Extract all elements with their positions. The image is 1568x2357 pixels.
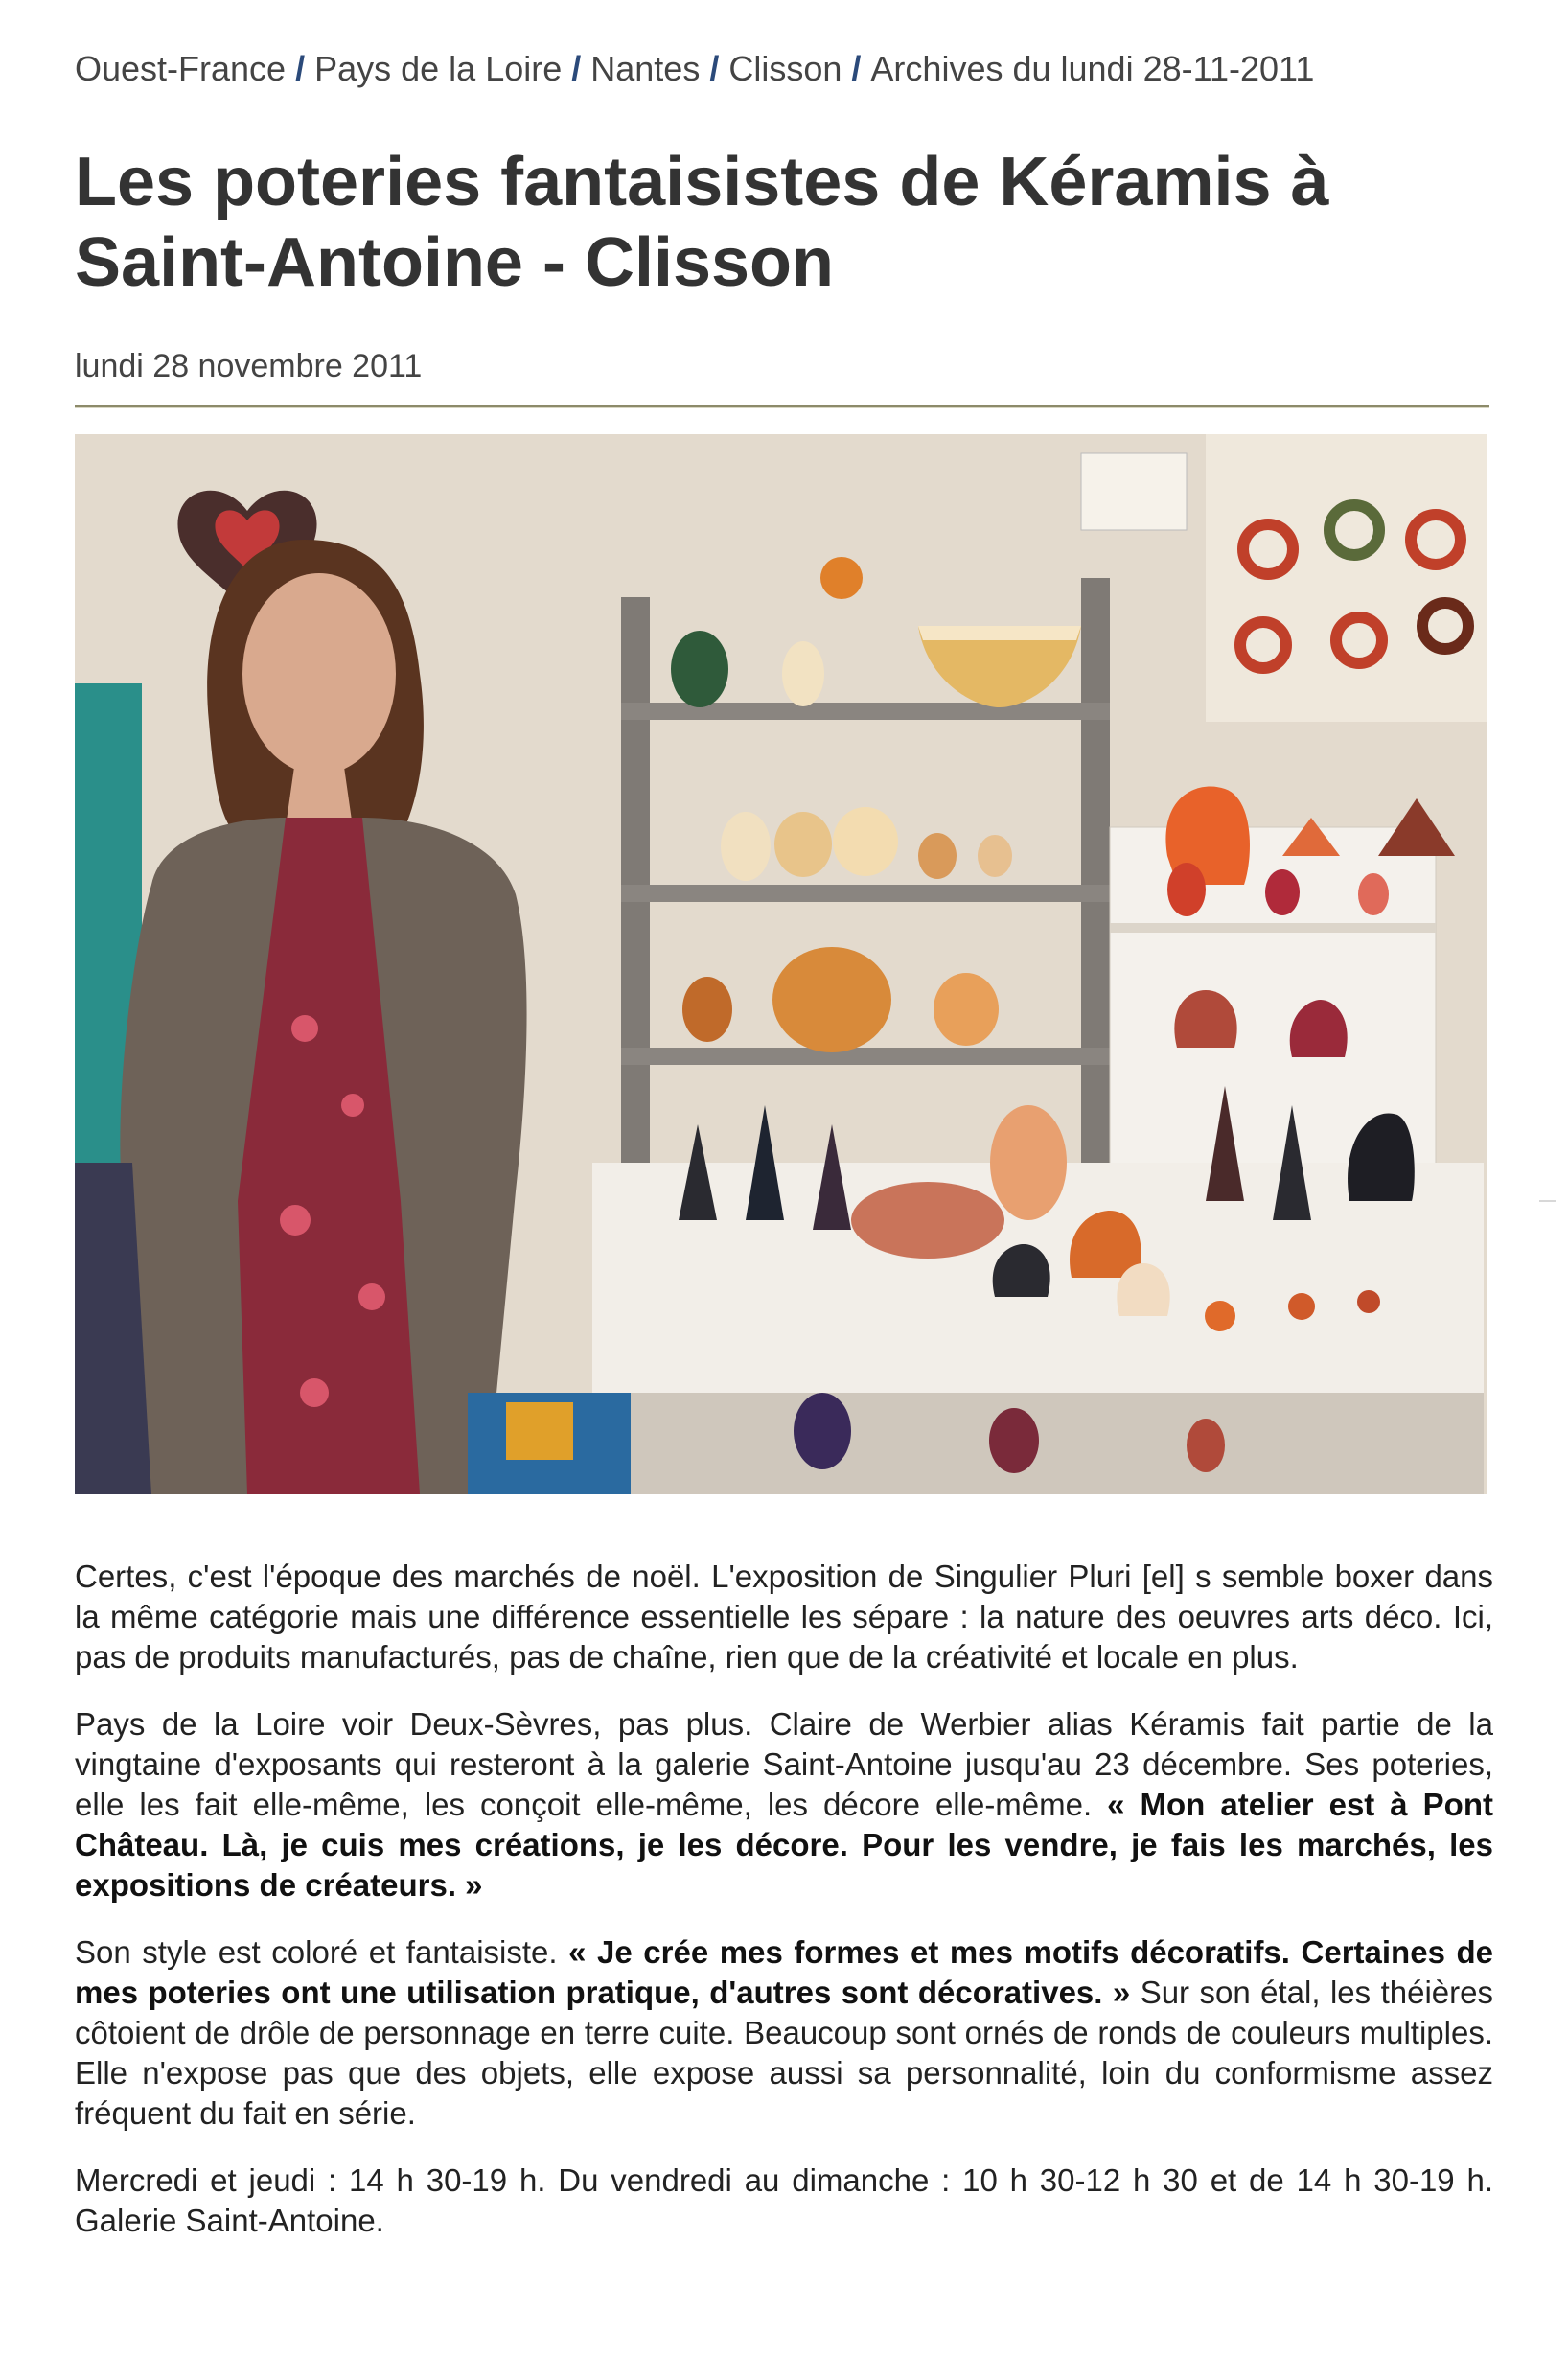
flower-decoration	[820, 557, 863, 599]
paragraph-text: Pays de la Loire voir Deux-Sèvres, pas plus. Claire de Werbier alias Kéramis fait partie de la vingtaine d'exposants qui resteront à la galerie Saint-Antoine jusqu'au 23 décembre. Ses poteries, elle les fait elle-même, les conçoit elle-même, les décore elle-même.	[75, 1706, 1493, 1822]
decorated-bowl	[851, 1182, 1004, 1259]
vase-cream	[782, 641, 824, 706]
breadcrumb-separator: /	[709, 49, 720, 88]
breadcrumb-separator: /	[295, 49, 306, 88]
shelf-bottom	[621, 1048, 1110, 1065]
display-board	[1206, 434, 1487, 722]
paragraph-text: Certes, c'est l'époque des marchés de noël. L'exposition de Singulier Pluri [el] s semble boxer dans la même catégorie mais une différence essentielle les sépare : la nature des oeuvres arts déco. Ici, pas de produits manufacturés, pas de chaîne, rien que de la créativité et locale en plus.	[75, 1559, 1493, 1675]
breadcrumb-separator: /	[571, 49, 582, 88]
shelf-post-right	[1081, 578, 1110, 1172]
paragraph-text: Son style est coloré et fantaisiste.	[75, 1934, 569, 1970]
breadcrumb-item-ouest-france[interactable]: Ouest-France	[75, 49, 287, 88]
face	[242, 573, 396, 774]
pottery-exhibition-image	[75, 434, 1487, 1494]
paragraph-quote: « Je crée mes formes et mes motifs décoratifs. Certaines de mes poteries ont une utilisation pratique, d'autres sont décoratives. »	[75, 1934, 1493, 2010]
article-paragraph	[75, 1704, 1493, 1906]
article-title: Les poteries fantaisistes de Kéramis à Saint-Antoine - Clisson	[75, 144, 1329, 301]
vase-green	[671, 631, 728, 707]
breadcrumb-item-clisson[interactable]: Clisson	[728, 49, 842, 88]
article-paragraph	[75, 1932, 1493, 2134]
paragraph-text: Sur son étal, les théières côtoient de drôle de personnage en terre cuite. Beaucoup sont ornés de ronds de couleurs multiples. Elle n'expose pas que des objets, elle expose aussi sa personnalité, loin du conformisme assez fréquent du fait en série.	[75, 1975, 1493, 2131]
article-date: lundi 28 novembre 2011	[75, 348, 423, 384]
article-paragraph	[75, 1557, 1493, 1677]
breadcrumb-item-pays-de-la-loire[interactable]: Pays de la Loire	[314, 49, 563, 88]
article-body	[75, 1557, 1493, 2268]
paragraph-quote: « Mon atelier est à Pont Château. Là, je cuis mes créations, je les décore. Pour les vendre, je fais les marchés, les expositions de créateurs. »	[75, 1787, 1493, 1903]
breadcrumb-item-archives[interactable]: Archives du lundi 28-11-2011	[870, 49, 1315, 88]
paragraph-text: Mercredi et jeudi : 14 h 30-19 h. Du vendredi au dimanche : 10 h 30-12 h 30 et de 14 h 30-19 h. Galerie Saint-Antoine.	[75, 2162, 1493, 2238]
scroll-marker	[1539, 1200, 1556, 1202]
neck	[286, 760, 353, 827]
breadcrumb	[75, 48, 1314, 90]
teapot	[772, 947, 891, 1052]
article-paragraph	[75, 2161, 1493, 2241]
breadcrumb-separator: /	[851, 49, 862, 88]
article-photo	[75, 434, 1487, 1494]
price-sign	[1081, 453, 1187, 530]
shelf-middle	[621, 885, 1110, 902]
breadcrumb-item-nantes[interactable]: Nantes	[590, 49, 701, 88]
title-divider	[75, 405, 1489, 408]
